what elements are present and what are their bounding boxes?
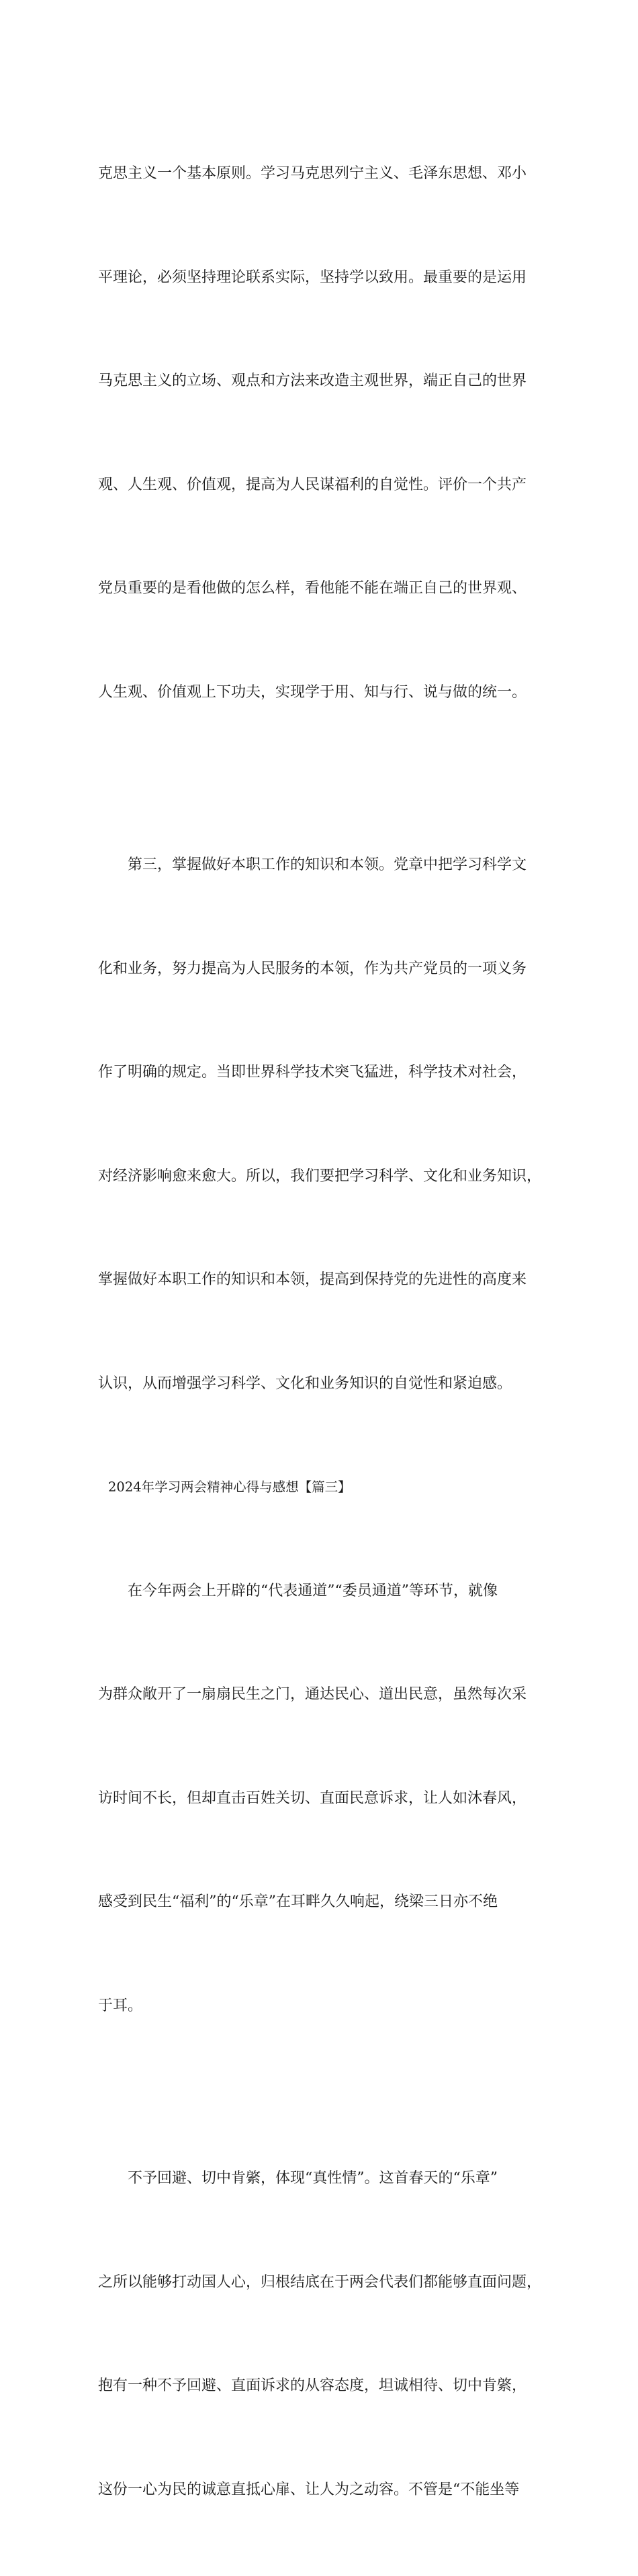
text-line: 之所以能够打动国人心，归根结底在于两会代表们都能够直面问题， — [98, 2273, 542, 2291]
paragraph-3 — [98, 1505, 555, 2093]
paragraph-2 — [98, 779, 555, 1470]
text-line: 认识，从而增强学习科学、文化和业务知识的自觉性和紧迫感。 — [98, 1375, 512, 1392]
text-line: 党员重要的是看他做的怎么样，看他能不能在端正自己的世界观、 — [98, 580, 527, 597]
text-line: 对经济影响愈来愈大。所以，我们要把学习科学、文化和业务知识， — [98, 1167, 542, 1185]
text-line: 访时间不长，但却直击百姓关切、直面民意诉求，让人如沐春风， — [98, 1789, 527, 1807]
text-line: 克思主义一个基本原则。学习马克思列宁主义、毛泽东思想、邓小 — [98, 165, 527, 182]
text-line: 抱有一种不予回避、直面诉求的从容态度，坦诚相待、切中肯綮， — [98, 2377, 527, 2394]
text-line: 作了明确的规定。当即世界科学技术突飞猛进，科学技术对社会， — [98, 1064, 527, 1081]
text-line: 掌握做好本职工作的知识和本领，提高到保持党的先进性的高度来 — [98, 1271, 527, 1288]
text-line: 第三，掌握做好本职工作的知识和本领。党章中把学习科学文 — [128, 856, 527, 873]
section-heading: 2024年学习两会精神心得与感想【篇三】 — [108, 1479, 351, 1495]
text-line: 在今年两会上开辟的“代表通道”“委员通道”等环节，就像 — [128, 1582, 498, 1599]
paragraph-1 — [98, 87, 555, 779]
text-line: 为群众敞开了一扇扇民生之门，通达民心、道出民意，虽然每次采 — [98, 1686, 527, 1703]
text-line: 感受到民生“福利”的“乐章”在耳畔久久响起，绕梁三日亦不绝 — [98, 1893, 498, 1910]
text-line: 人生观、价值观上下功夫，实现学于用、知与行、说与做的统一。 — [98, 683, 527, 701]
text-line: 于耳。 — [98, 1997, 143, 2014]
text-line: 化和业务，努力提高为人民服务的本领，作为共产党员的一项义务 — [98, 960, 527, 977]
document-body — [98, 87, 555, 2576]
paragraph-4 — [98, 2092, 555, 2576]
text-line: 这份一心为民的诚意直抵心扉、让人为之动容。不管是“不能坐等 — [98, 2481, 520, 2498]
text-line: 观、人生观、价值观，提高为人民谋福利的自觉性。评价一个共产 — [98, 476, 527, 493]
text-line: 平理论，必须坚持理论联系实际，坚持学以致用。最重要的是运用 — [98, 268, 527, 286]
text-line: 马克思主义的立场、观点和方法来改造主观世界，端正自己的世界 — [98, 373, 527, 389]
text-line: 不予回避、切中肯綮，体现“真性情”。这首春天的“乐章” — [128, 2170, 498, 2187]
